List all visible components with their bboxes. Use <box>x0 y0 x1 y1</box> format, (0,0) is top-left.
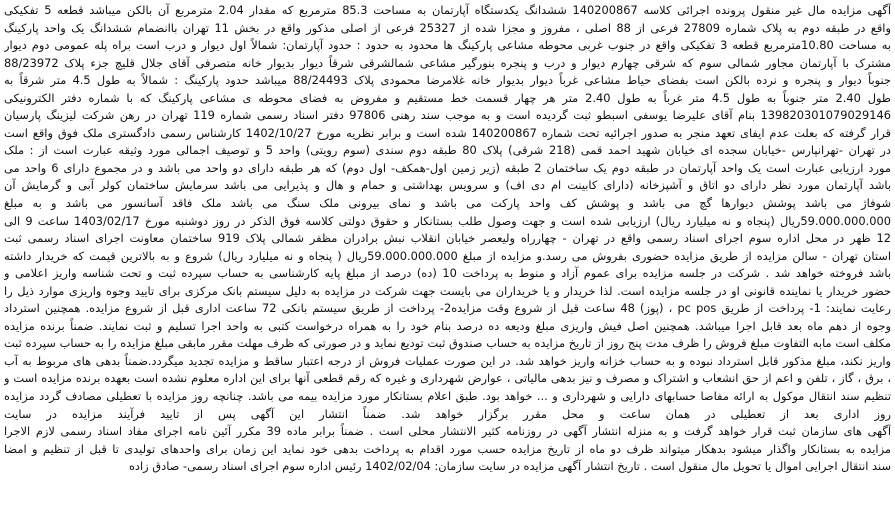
notice-line-10: مورد ارزیابی عبارت است یک واحد آپارتمان در طبقه دوم یک ساختمان 2 طبقه (زیر زمین اول-همکف- اول دوم) که هر طبقه دارای دو واحد می باشد و در مجموع دارای 6 واحد می <box>4 160 891 175</box>
notice-line-4: مشترک با آپارتمان مجاور شمالی سوم که شرقی چهارم دیوار و درب و پنجره بنورگیر مشاعی شمالشرقی شرقاً دیوار بدیوار خانه متصرفی آقای جلال قلیچ جزء پلاک 88/23972 <box>4 55 891 70</box>
notice-line-2: واقع در طبقه دوم به پلاک شماره 27809 فرعی از 88 اصلی ، مفروز و مجزا شده از 25327 فرعی از اصلی مذکور واقع در بخش 11 تهران باانضمام ششدانگ یک واحد پارکینگ <box>4 20 891 35</box>
notice-line-27: سند انتقال اجرایی اموال یا تحویل مال منقول است . تاریخ انتشار آگهی مزایده در سایت سازمان: 1402/02/04 رئیس اداره سوم اجرای اسناد رسمی- صادق زاده <box>128 459 891 474</box>
notice-line-3: به مساحت 10.80مترمربع قطعه 3 تفکیکی واقع در جنوب غربی محوطه مشاعی پارکینگ ها محدود به حدود : حدود آپارتمان: شمالاً اول دیوار و درب است براه پله عمومی دوم دیوار <box>4 38 891 53</box>
notice-line-15: استان تهران - سالن مزایده از طریق مزایده حضوری بفروش می رسد.و مزایده از مبلغ 59.000.000.000ریال ( پنجاه و نه میلیارد ریال) شروع و به بالاترین قیمت که خریدار داشته <box>4 248 891 263</box>
notice-line-12: شوفاژ می باشد پوشش دیوارها گچ می باشد و پوشش کف واحد پارکت می باشد و نمای بیرونی ملک سنگ می باشد ملک فاقد آسانسور می باشد و به مبلغ <box>4 196 891 211</box>
notice-line-18: رعایت نمایند: 1- پرداخت از طریق pc pos ، (پوز) 48 ساعت قبل از شروع وقت مزایده2- پرداخت از طریق سیستم بانکی 72 ساعت اداری قبل از شروع مزایده. همچنین استرداد <box>4 301 891 316</box>
notice-line-17: حضور خریدار یا نماینده قانونی او در جلسه مزایده است. لذا خریدار و یا خریداران می بایست جهت شرکت در مزایده به دلیل سیستم بانک مرکزی برای تایید وجوه واریزی موارد ذیل را <box>4 283 891 298</box>
notice-line-23: تنظیم سند انتقال موکول به ارائه مفاصا حسابهای دارایی و شهرداری و ... خواهد بود. طبق اعلام بستانکار مورد مزایده بیمه می باشد. چنانچه روز مزایده با تعطیلی مصادف گردد مزایده <box>4 389 891 404</box>
notice-line-1: آگهی مزایده مال غیر منقول پرونده اجرائی کلاسه 140200867 ششدانگ یکدستگاه آپارتمان به مساحت 85.3 مترمربع که مقدار 2.04 مترمربع آن بالکن میباشد قطعه 5 تفکیکی <box>4 3 891 17</box>
notice-line-6: طول 2.40 متر جنوباً به طول 4.5 متر غرباً به طول 2.40 متر هر چهار قسمت خط مستقیم و مفروض به فضای محوطه ی مشاعی پارکینگ که با شماره دفتر الکترونیکی <box>4 90 891 105</box>
notice-line-11: باشد آپارتمان مورد نظر دارای دو اتاق و آشپزخانه (دارای کابینت ام دی اف) و سرویس بهداشتی و حمام و هال و پذیرایی می باشد سرمایش ساختمان کولر آبی و گرمایش آن <box>4 178 891 193</box>
notice-line-13: 59.000.000.000ریال (پنجاه و نه میلیارد ریال) ارزیابی شده است و جهت وصول طلب بستانکار و حقوق دولتی کلاسه فوق الذکر در روز دوشنبه مورخ 1403/02/17 ساعت 9 الی <box>4 213 891 228</box>
notice-line-20: مکلف است مابه التفاوت مبلغ فروش را ظرف مدت پنج روز از تاریخ مزایده به حساب صندوق ثبت تودیع نماید و در صورتی که ظرف مهلت مقرر مابقی مبلغ مزایده را به حساب سپرده ثبت <box>4 336 891 351</box>
notice-line-22: ، برق ، گاز ، تلفن و اعم از حق انشعاب و اشتراک و مصرف و نیز بدهی مالیاتی ، عوارض شهرداری و غیره که رقم قطعی آنها برای این اداره معلوم نشده است بعهده برنده مزایده است و <box>4 371 891 386</box>
notice-line-24: روز اداری بعد از تعطیلی در همان ساعت و محل مقرر برگزار خواهد شد. ضمناً انتشار این آگهی پس از تایید فرآیند مزایده در سایت <box>4 406 891 421</box>
notice-line-7: 139820301079029146 بنام آقای علیرضا یوسفی اسبطو ثبت گردیده است و به موجب سند رهنی 97806 دفتر اسناد رسمی شماره 119 تهران در رهن شرکت لیزینگ پارسیان <box>4 108 891 123</box>
notice-line-5: جنوباً دیوار و پنجره و نرده بالکن است بفضای حیاط مشاعی غرباً دیوار بدیوار خانه غلامرضا محمودی پلاک 88/24493 میباشد حدود پارکینگ : شمالاً به طول 4.5 متر شرقاً به <box>4 73 891 88</box>
notice-line-14: 12 ظهر در محل اداره سوم اجرای اسناد رسمی واقع در تهران - چهارراه ولیعصر خیابان انقلاب نبش برادران مظفر شمالی پلاک 919 ساختمان معاونت اجرای اسناد رسمی ثبت <box>4 231 891 246</box>
notice-line-9: در تهران -تهرانپارس -خیابان سجده ای خیابان شهید احمد قمی (218 شرقی) پلاک 80 طبقه دوم سندی (سوم رویتی) واحد 5 و توصیف اجمالی مورد وثیقه عبارت است از : ملک <box>4 143 891 158</box>
notice-line-21: واریز نکند، مبلغ مذکور قابل استرداد نبوده و به حساب خزانه واریز خواهد شد. در این صورت عملیات فروش از درجه اعتبار ساقط و مزایده تجدید میگردد.ضمناً بدهی های مربوط به آب <box>4 353 891 368</box>
notice-line-25: آگهی های سازمان ثبت قرار خواهد گرفت و به منزله انتشار آگهی در روزنامه کثیر الانتشار محلی است . ضمناً برابر ماده 39 مکرر آئین نامه اجرای مفاد اسناد رسمی لازم الاجرا <box>4 424 891 439</box>
notice-line-16: باشد فروخته خواهد شد . شرکت در جلسه مزایده برای عموم آزاد و منوط به پرداخت 10 (ده) درصد از مبلغ پایه کارشناسی به حساب سپرده ثبت و تحت شناسه واریز اعلامی و <box>4 266 891 281</box>
notice-line-8: قرار گرفته که بعلت عدم ایفای تعهد منجر به صدور اجرائیه تحت شماره 140200867 شده است و برابر نظریه مورخ 1402/10/27 کارشناس رسمی دادگستری ملک فوق واقع است <box>4 125 891 140</box>
notice-line-26: مزایده به بستانکار واگذار میشود بدهکار میتواند ظرف دو ماه از تاریخ مزایده حسب مورد اقدام به پرداخت بدهی خود نماید این زمان برای واحدهای تولیدی تا قبل از تنظیم و امضا <box>4 441 891 456</box>
notice-line-19: وجوه از دهم ماه بعد قابل اجرا میباشد. همچنین اصل فیش واریزی مبلغ ودیعه ده درصد بنام خود را به همراه درخواست کتبی به واحد اجرا تسلیم و ثبت نمایند. ضمناً برنده مزایده <box>4 318 891 333</box>
